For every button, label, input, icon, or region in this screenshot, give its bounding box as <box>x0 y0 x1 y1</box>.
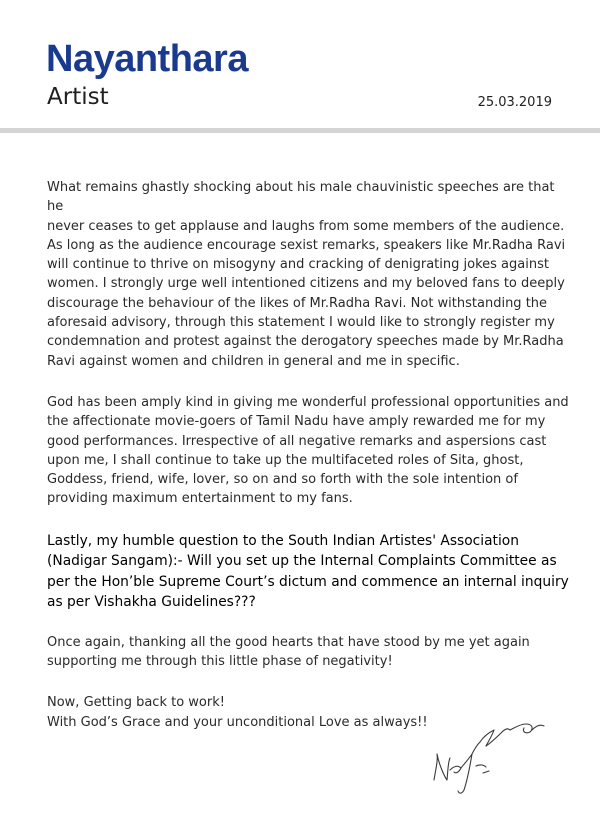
header-divider <box>0 128 600 133</box>
paragraph-statement: What remains ghastly shocking about his male chauvinistic speeches are that he never ceases to get applause and laughs from some members of the audience. As long as the audience encourage sexist remarks, speakers like Mr.Radha Ravi will continue to thrive on misogyny and cracking of denigrating jokes against women. I strongly urge well intentioned citizens and my beloved fans to deeply discourage the behaviour of the likes of Mr.Radha Ravi. Not withstanding the aforesaid advisory, through this statement I would like to strongly register my condemnation and protest against the derogatory speeches made by Mr.Radha Ravi against women and children in general and me in specific. <box>47 180 566 369</box>
paragraph-thanks: Once again, thanking all the good hearts that have stood by me yet again supporting me through this little phase of negativity! <box>47 634 530 670</box>
paragraph-gratitude: God has been amply kind in giving me wonderful professional opportunities and the affectionate movie-goers of Tamil Nadu have amply rewarded me for my good performances. Irrespective of all negative remarks and aspersions cast upon me, I shall continue to take up the multifaceted roles of Sita, ghost, Goddess, friend, wife, lover, so on and so forth with the sole intention of providing maximum entertainment to my fans. <box>47 394 569 507</box>
letterhead-name: Nayanthara <box>46 38 248 80</box>
letterhead-role: Artist <box>47 84 109 110</box>
paragraph-closing: Now, Getting back to work! With God’s Grace and your unconditional Love as always!! <box>47 695 428 730</box>
handwritten-signature-icon <box>428 718 578 798</box>
letterhead <box>0 0 600 135</box>
letter-date: 25.03.2019 <box>477 95 552 110</box>
paragraph-question: Lastly, my humble question to the South Indian Artistes' Association (Nadigar Sangam):- Will you set up the Internal Complaints Committee as per the Hon’ble Supreme Court’s dictum and commence an internal inquiry as per Vishakha Guidelines??? <box>47 532 569 611</box>
letter-body <box>47 178 572 754</box>
